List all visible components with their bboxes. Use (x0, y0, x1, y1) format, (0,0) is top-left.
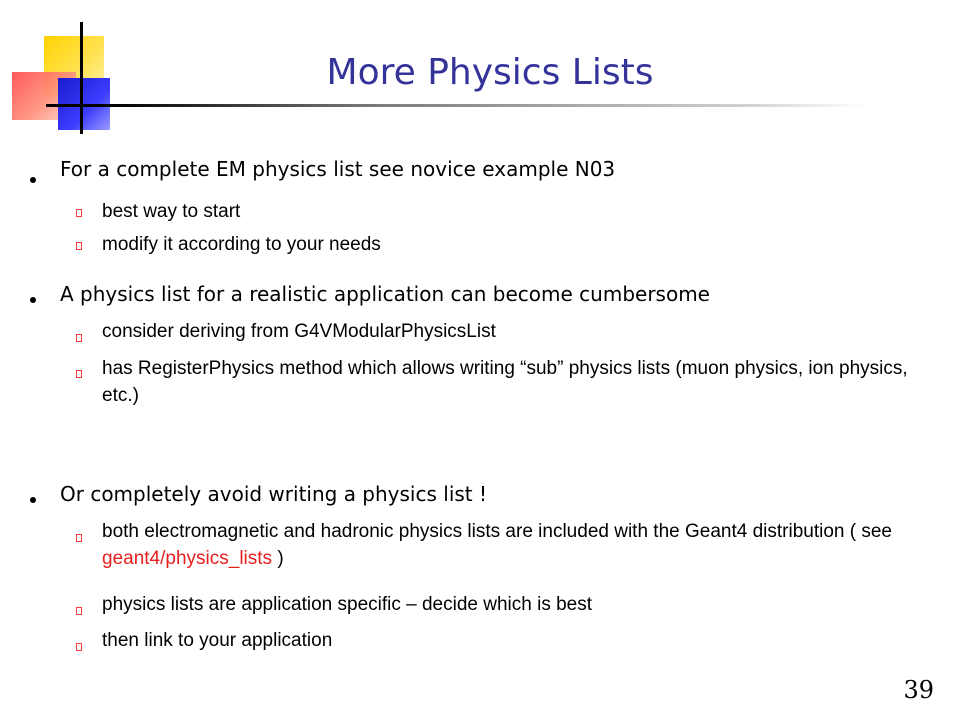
sub-bullet-marker (76, 242, 82, 250)
bullet-dot (30, 177, 36, 183)
sub-bullet-marker (76, 370, 82, 378)
sub-bullet-marker (76, 334, 82, 342)
bullet-text: Or completely avoid writing a physics list ! (60, 482, 488, 506)
slide-title: More Physics Lists (326, 52, 654, 93)
sub-bullet-text: modify it according to your needs (102, 234, 381, 255)
sub-bullet-text: physics lists are application specific – decide which is best (102, 594, 593, 615)
bullet-text: A physics list for a realistic application can become cumbersome (60, 282, 710, 306)
sub-bullet-text-end: ) (272, 548, 284, 569)
sub-bullet-marker (76, 643, 82, 651)
sub-bullet-text: has RegisterPhysics method which allows writing “sub” physics lists (muon physics, ion physics, etc.) (102, 358, 908, 406)
sub-bullet-marker (76, 534, 82, 542)
sub-bullet-text: then link to your application (102, 630, 333, 651)
bullet-dot (30, 497, 36, 503)
bullet-dot (30, 297, 36, 303)
physics-lists-path: geant4/physics_lists (102, 548, 273, 569)
page-number: 39 (903, 676, 934, 704)
sub-bullet-marker (76, 607, 82, 615)
sub-bullet-text-start: both electromagnetic and hadronic physics lists are included with the Geant4 distribution ( see (102, 521, 892, 542)
sub-bullet-text: consider deriving from G4VModularPhysicsList (102, 321, 496, 342)
sub-bullet-marker (76, 209, 82, 217)
sub-bullet-text: best way to start (102, 201, 241, 222)
sub-bullet-text (102, 518, 912, 572)
bullet-text: For a complete EM physics list see novice example N03 (60, 157, 616, 181)
